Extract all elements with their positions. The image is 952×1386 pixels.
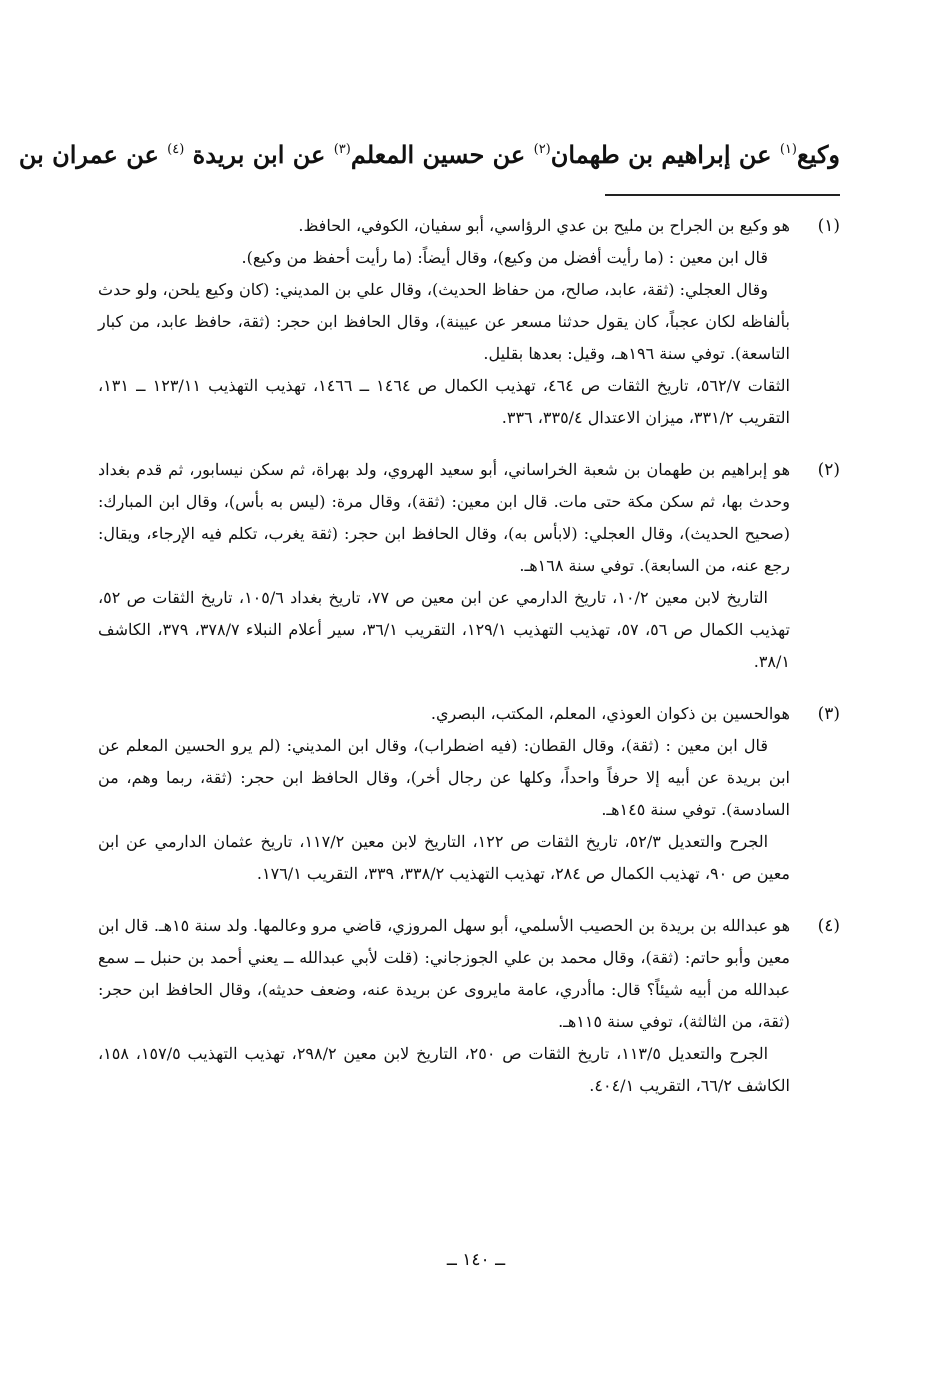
footnote-body: [98, 910, 790, 1102]
footnote-body: [98, 698, 790, 890]
footnote-separator: [605, 194, 840, 196]
footnote-body: [98, 454, 790, 678]
footnote-ref: (٣): [333, 142, 351, 157]
main-text-segment: عن عمران بن: [18, 140, 168, 169]
footnote: [98, 454, 840, 678]
footnote-paragraph: هو وكيع بن الجراح بن مليح بن عدي الرؤاسي، أبو سفيان، الكوفي، الحافظ.: [298, 216, 790, 235]
footnote-ref: (١): [779, 142, 797, 157]
footnote: [98, 910, 840, 1102]
footnote-paragraph: هو عبدالله بن بريدة بن الحصيب الأسلمي، أبو سهل المروزي، قاضي مرو وعالمها. ولد سنة ١٥هـ. قال ابن معين وأبو حاتم: (ثقة)، وقال محمد بن علي الجوزجاني: (قلت لأبي عبدالله ــ يعني أحمد بن حنبل ــ سمع عبدالله من أبيه شيئاً؟ قال: ماأدري، عامة مايروى عن بريدة عنه، وضعف حديثه)، وقال الحافظ ابن حجر: (ثقة، من الثالثة)، توفي سنة ١١٥هـ.: [98, 916, 791, 1031]
footnote-paragraph: هو إبراهيم بن طهمان بن شعبة الخراساني، أبو سعيد الهروي، ولد بهراة، ثم سكن نيسابور، ثم قدم بغداد وحدث بها، ثم سكن مكة حتى مات. قال ابن معين: (ثقة)، وقال مرة: (ليس به بأس)، وقال ابن المبارك: (صحيح الحديث)، وقال العجلي: (لابأس به)، وقال الحافظ ابن حجر: (ثقة يغرب، تكلم فيه الإرجاء، ويقال: رجع عنه، من السابعة). توفي سنة ١٦٨هـ.: [98, 460, 790, 575]
footnote-references: الجرح والتعديل ١١٣/٥، تاريخ الثقات ص ٢٥٠، التاريخ لابن معين ٢٩٨/٢، تهذيب التهذيب ١٥٧/٥، ١٥٨، الكاشف ٦٦/٢، التقريب ٤٠٤/١.: [98, 1044, 790, 1095]
main-text-segment: عن إبراهيم بن طهمان: [550, 140, 780, 169]
footnotes-section: [98, 210, 840, 1122]
footnote-number: (١): [817, 216, 840, 236]
main-text-segment: عن حسين المعلم: [350, 140, 534, 169]
footnote: [98, 698, 840, 890]
footnote-ref: (٢): [533, 142, 551, 157]
footnote-number: (٣): [817, 704, 840, 724]
footnote-number: (٢): [817, 460, 840, 480]
footnote-paragraph: وقال العجلي: (ثقة، عابد، صالح، من حفاظ الحديث)، وقال علي بن المديني: (كان وكيع يلحن، ولو حدث بألفاظه لكان عجباً، كان يقول حدثنا مسعر عن عيينة)، وقال الحافظ ابن حجر: (ثقة، حافظ عابد، من كبار التاسعة). توفي سنة ١٩٦هـ، وقيل: بعدها بقليل.: [98, 280, 790, 363]
footnote-paragraph: هوالحسين بن ذكوان العوذي، المعلم، المكتب، البصري.: [430, 704, 790, 723]
page-number: ــ ١٤٠ ــ: [446, 1250, 506, 1270]
footnote-number: (٤): [817, 916, 840, 936]
main-text-segment: وكيع: [796, 140, 840, 169]
footnote-references: الجرح والتعديل ٥٢/٣، تاريخ الثقات ص ١٢٢، التاريخ لابن معين ١١٧/٢، تاريخ عثمان الدارمي عن ابن معين ص ٩٠، تهذيب الكمال ص ٢٨٤، تهذيب التهذيب ٣٣٨/٢، ٣٣٩، التقريب ١٧٦/١.: [98, 832, 790, 883]
footnote-references: التاريخ لابن معين ١٠/٢، تاريخ الدارمي عن ابن معين ص ٧٧، تاريخ بغداد ١٠٥/٦، تاريخ الثقات ص ٥٢، تهذيب الكمال ص ٥٦، ٥٧، تهذيب التهذيب ١٢٩/١، التقريب ٣٦/١، سير أعلام النبلاء ٣٧٨/٧، ٣٧٩، الكاشف ٣٨/١.: [98, 588, 791, 671]
main-text-segment: عن ابن بريدة: [184, 140, 334, 169]
footnote: [98, 210, 840, 434]
main-text-line: [18, 130, 840, 175]
footnote-ref: (٤): [167, 142, 185, 157]
footnote-body: [98, 210, 790, 434]
footnote-paragraph: قال ابن معين : (ثقة)، وقال القطان: (فيه اضطراب)، وقال ابن المديني: (لم يرو الحسين المعلم عن ابن بريدة عن أبيه إلا حرفاً واحداً، وكلها عن رجال أخر)، وقال الحافظ ابن حجر: (ثقة، ربما وهم، من السادسة). توفي سنة ١٤٥هـ.: [98, 736, 791, 819]
footnote-references: الثقات ٥٦٢/٧، تاريخ الثقات ص ٤٦٤، تهذيب الكمال ص ١٤٦٤ ــ ١٤٦٦، تهذيب التهذيب ١٢٣/١١ ــ ١٣١، التقريب ٣٣١/٢، ميزان الاعتدال ٣٣٥/٤، ٣٣٦.: [98, 376, 790, 427]
footnote-paragraph: قال ابن معين : (ما رأيت أفضل من وكيع)، وقال أيضاً: (ما رأيت أحفظ من وكيع).: [241, 248, 768, 267]
